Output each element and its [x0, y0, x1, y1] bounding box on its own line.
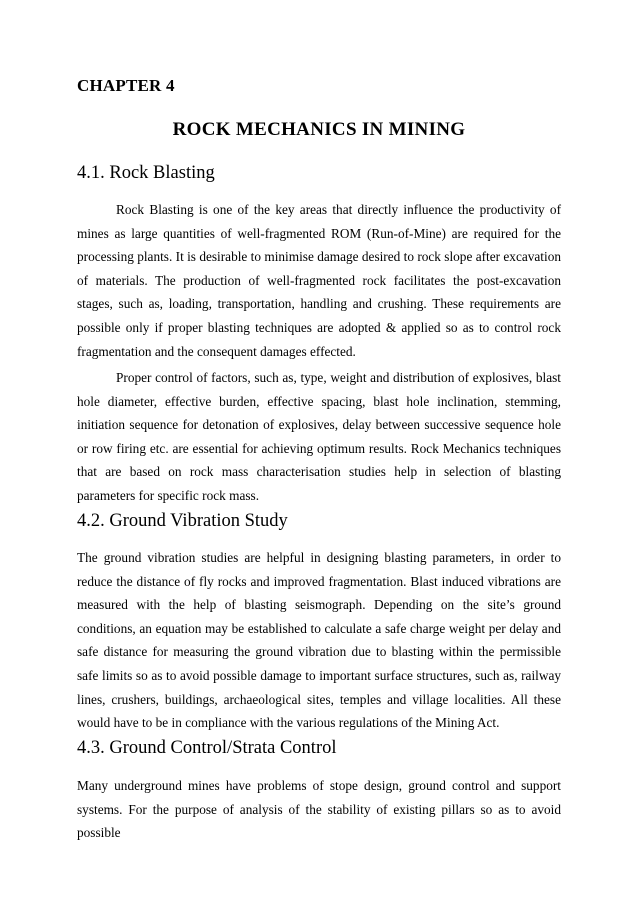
section-heading-ground-control: 4.3. Ground Control/Strata Control [77, 738, 337, 758]
paragraph-rock-blasting-1: Rock Blasting is one of the key areas that directly influence the productivity of mines as large quantities of well-fragmented ROM (Run-of-Mine) are required for the processing plants. It is desirable to minimise damage desired to rock slope after excavation of materials. The production of well-fragmented rock facilitates the post-excavation stages, such as, loading, transportation, handling and crushing. These requirements are possible only if proper blasting techniques are adopted & applied so as to control rock fragmentation and the consequent damages effected. [77, 202, 561, 359]
section-heading-rock-blasting: 4.1. Rock Blasting [77, 163, 215, 183]
paragraph-ground-control-1: Many underground mines have problems of stope design, ground control and support systems. For the purpose of analysis of the stability of existing pillars so as to avoid possible [77, 778, 561, 841]
paragraph-ground-vibration-1: The ground vibration studies are helpful in designing blasting parameters, in order to reduce the distance of fly rocks and improved fragmentation. Blast induced vibrations are measured with the help of blasting seismograph. Depending on the site’s ground conditions, an equation may be established to calculate a safe charge weight per delay and safe distance for measuring the ground vibration due to blasting within the permissible safe limits so as to avoid possible damage to important surface structures, such as, railway lines, crushers, buildings, archaeological sites, temples and village localities. All these would have to be in compliance with the various regulations of the Mining Act. [77, 550, 561, 731]
chapter-label: CHAPTER 4 [77, 76, 175, 95]
section-heading-ground-vibration: 4.2. Ground Vibration Study [77, 511, 288, 531]
paragraph-rock-blasting-2: Proper control of factors, such as, type, weight and distribution of explosives, blast hole diameter, effective burden, effective spacing, blast hole inclination, stemming, initiation sequence for detonation of explosives, delay between successive sequence hole or row firing etc. are essential for achieving optimum results. Rock Mechanics techniques that are based on rock mass characterisation studies help in selection of blasting parameters for specific rock mass. [77, 370, 561, 503]
chapter-title: ROCK MECHANICS IN MINING [172, 119, 466, 140]
